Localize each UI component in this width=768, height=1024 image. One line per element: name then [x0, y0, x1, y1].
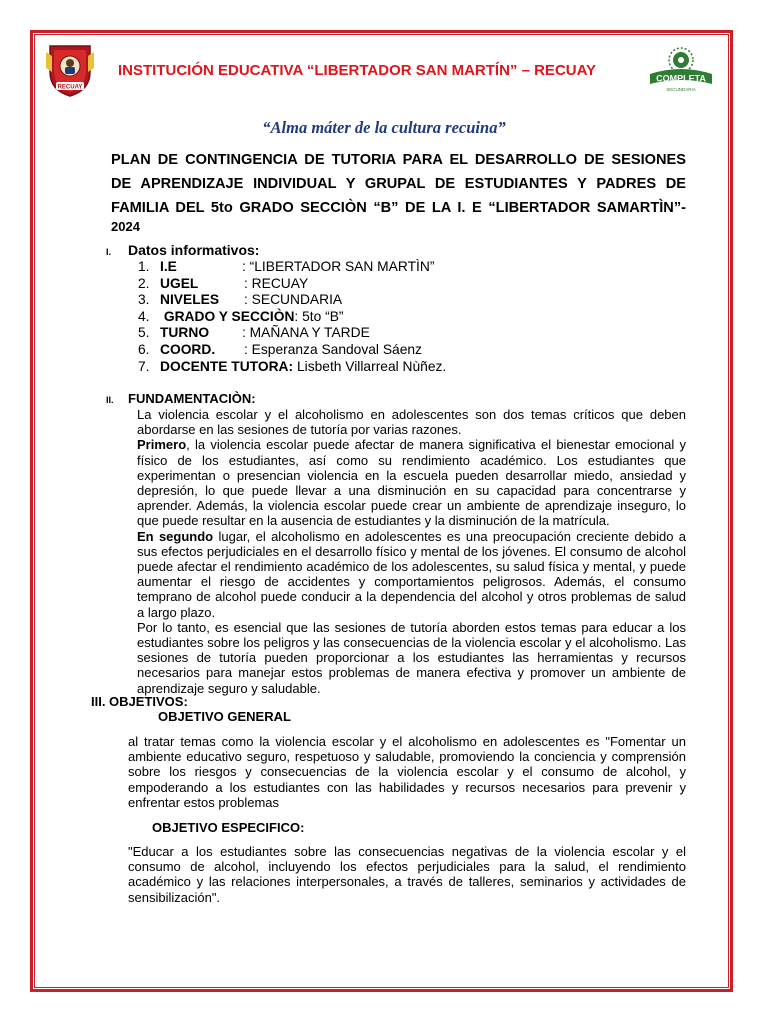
school-crest-logo	[44, 42, 96, 98]
plan-title-line-1: PLAN DE CONTINGENCIA DE TUTORIA PARA EL DESARROLLO DE SESIONES	[111, 152, 686, 168]
plan-title-line-2: DE APRENDIZAJE INDIVIDUAL Y GRUPAL DE ESTUDIANTES Y PADRES DE	[111, 176, 686, 192]
fundamentacion-p3: En segundo lugar, el alcoholismo en adolescentes es una preocupación creciente debido a sus efectos perjudiciales en el desarrollo físico y mental de los jóvenes. El consumo de alcohol puede afectar el rendimiento académico de los adolescentes, su salud física y mental, y puede aumentar el riesgo de accidentes y comportamientos peligrosos. Además, el consumo temprano de alcohol puede conducir a la dependencia del alcohol y otros problemas de salud a largo plazo.	[137, 528, 687, 620]
section-2-numeral: II.	[106, 395, 114, 405]
fundamentacion-p1: La violencia escolar y el alcoholismo en adolescentes son dos temas críticos que deben abordarse en las sesiones de tutoría por varias razones.	[137, 407, 686, 438]
info-row-ie: 1. I.E : “LIBERTADOR SAN MARTÌN”	[138, 259, 435, 274]
objetivo-general-text: al tratar temas como la violencia escolar y el alcoholismo en adolescentes es "Fomentar un ambiente educativo seguro, respetuoso y saludable, promoviendo la conciencia y comprensión sobre los riesgos y consecuencias de la violencia escolar y el consumo de alcohol, y empoderando a los estudiantes con las habilidades y recursos necesarios para prevenir y enfrentar estos problemas	[128, 734, 686, 810]
fundamentacion-p4: Por lo tanto, es esencial que las sesiones de tutoría aborden estos temas para educar a los estudiantes sobre los peligros y las consecuencias de la violencia escolar y el alcoholismo. Las sesiones de tutoría pueden proporcionar a los estudiantes las herramientas y recursos necesarios para manejar estos problemas de manera efectiva y promover un ambiente de aprendizaje seguro y saludable.	[137, 619, 686, 696]
objetivo-especifico-text: "Educar a los estudiantes sobre las consecuencias negativas de la violencia escolar y el consumo de alcohol, incluyendo los efectos perjudiciales para la salud, el rendimiento académico y las relaciones interpersonales, a través de talleres, seminarios y actividades de sensibilización".	[128, 844, 686, 905]
fundamentacion-p2: Primero, la violencia escolar puede afectar de manera significativa el bienestar emocional y físico de los estudiantes, así como su rendimiento académico. Los estudiantes que experimentan o presencian violencia en la escuela pueden desarrollar miedo, ansiedad y depresión, lo que puede llevar a una disminución en su capacidad para concentrarse y aprender. Además, la violencia escolar puede crear un ambiente de aprendizaje inseguro, lo que puede resultar en la ausencia de estudiantes y la disminución de la matrícula.	[137, 437, 686, 529]
info-list	[138, 259, 446, 375]
objetivo-especifico-heading: OBJETIVO ESPECIFICO:	[152, 820, 305, 835]
logo-secundaria-text: SECUNDARIA	[666, 87, 696, 92]
section-3-heading: III. OBJETIVOS:	[91, 694, 188, 709]
section-1-heading-text: Datos informativos:	[128, 242, 260, 258]
info-row-turno: 5. TURNO : MAÑANA Y TARDE	[138, 325, 370, 341]
jornada-completa-logo	[646, 44, 716, 94]
plan-title	[111, 148, 686, 234]
info-row-ugel: 2. UGEL : RECUAY	[138, 275, 309, 291]
plan-title-line-4: 2024	[111, 219, 140, 234]
section-1-heading	[106, 242, 259, 258]
section-1-numeral: I.	[106, 247, 112, 257]
plan-title-line-3: FAMILIA DEL 5to GRADO SECCIÒN “B” DE LA I. E “LIBERTADOR SAMARTÌN”-	[111, 200, 686, 216]
logo-completa-text: COMPLETA	[656, 73, 706, 84]
school-motto: “Alma máter de la cultura recuina”	[262, 118, 506, 137]
crest-logo-text: RECUAY	[57, 84, 83, 91]
fundamentacion-text	[137, 407, 686, 696]
info-row-grado: 4. GRADO Y SECCIÒN: 5to “B”	[138, 308, 344, 324]
section-2-heading-text: FUNDAMENTACIÒN:	[128, 391, 256, 406]
section-2-heading	[106, 391, 256, 406]
info-row-niveles: 3. NIVELES : SECUNDARIA	[138, 292, 343, 308]
info-row-coord: 6. COORD. : Esperanza Sandoval Sáenz	[138, 341, 422, 357]
objetivo-general-heading: OBJETIVO GENERAL	[158, 709, 291, 724]
info-row-docente: 7. DOCENTE TUTORA: Lisbeth Villarreal Nùñez.	[138, 358, 447, 374]
institution-name: INSTITUCIÓN EDUCATIVA “LIBERTADOR SAN MARTÍN” – RECUAY	[118, 62, 597, 79]
